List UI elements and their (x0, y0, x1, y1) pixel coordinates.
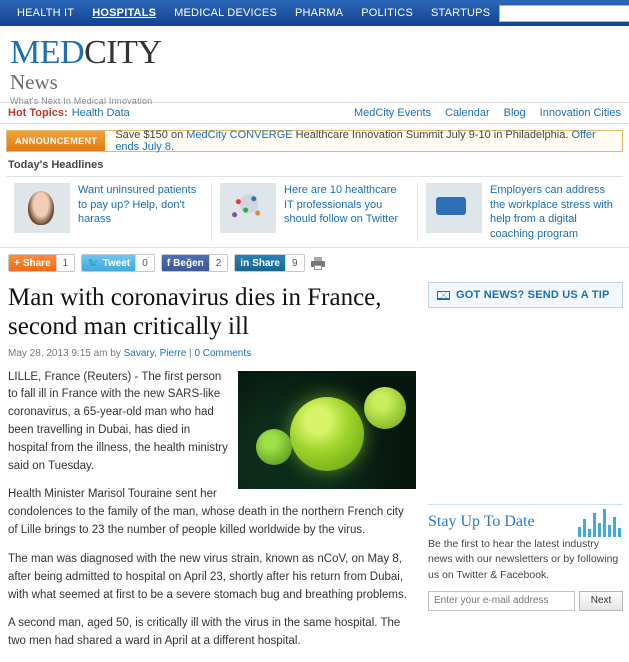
next-button[interactable]: Next (579, 591, 623, 611)
secondary-links (354, 107, 621, 119)
byline-by: by (110, 347, 121, 359)
logo-city: CITY (84, 34, 162, 71)
signup-form (428, 591, 623, 611)
headline-thumbnail-network (220, 183, 276, 233)
envelope-icon (437, 291, 450, 300)
article-paragraph-1: LILLE, France (Reuters) - The first person to fall ill in France with the new SARS-like coronavirus, a 65-year-old man who had been travelling in Dubai, has died in hospital from the illness, the health ministry said on Tuesday. (8, 370, 228, 472)
hot-topics-label: Hot Topics: (8, 107, 68, 119)
link-innovation-cities[interactable]: Innovation Cities (539, 107, 621, 119)
got-news-tip-box[interactable] (428, 282, 623, 308)
tweet-count: 0 (135, 255, 154, 271)
announcement-offer-ends: Offer ends July 8. (115, 129, 596, 153)
virus-particle-small-left (256, 429, 292, 465)
printer-icon[interactable] (311, 257, 325, 270)
tweet-button[interactable] (81, 254, 155, 272)
logo-news: News (10, 70, 58, 94)
linkedin-label-text: Share (252, 257, 280, 269)
facebook-like-button[interactable] (161, 254, 228, 272)
facebook-button-label[interactable] (162, 255, 209, 271)
nav-item-health-it[interactable]: HEALTH IT (17, 7, 75, 19)
site-logo[interactable] (10, 36, 619, 70)
byline-date: May 28, 2013 9:15 am (8, 347, 108, 359)
nav-item-medical-devices[interactable]: MEDICAL DEVICES (174, 7, 277, 19)
byline-separator: | (189, 347, 192, 359)
todays-headlines-section (0, 152, 629, 241)
logo-med: MED (10, 34, 85, 71)
share-plus-icon: + (14, 257, 20, 269)
masthead (0, 26, 629, 107)
linkedin-share-button[interactable] (234, 254, 304, 272)
facebook-count: 2 (209, 255, 228, 271)
headline-item-2[interactable] (211, 183, 417, 241)
byline-author[interactable]: Savary, Pierre (123, 347, 187, 359)
headline-thumbnail-face (14, 183, 70, 233)
headlines-list (6, 176, 623, 241)
newsletter-signup (428, 504, 623, 611)
article-byline (8, 348, 416, 359)
facebook-label-text: Beğen (173, 257, 204, 269)
announcement-text-after: Healthcare Innovation Summit July 9-10 in Philadelphia. (292, 129, 572, 141)
announcement-tag: ANNOUNCEMENT (7, 131, 105, 151)
virus-particle-main (290, 397, 364, 471)
top-navigation (0, 0, 629, 26)
link-medcity-events[interactable]: MedCity Events (353, 107, 431, 119)
share-button-label[interactable] (9, 255, 56, 271)
announcement-text-before: Save $150 on (115, 129, 187, 141)
article-column (6, 278, 424, 662)
headline-text-3[interactable]: Employers can address the workplace stress with help from a digital coaching program (490, 184, 613, 240)
got-news-label: GOT NEWS? SEND US A TIP (456, 289, 610, 302)
sidebar (424, 278, 623, 662)
signup-title: Stay Up To Date (428, 513, 535, 531)
printer-top (314, 257, 322, 261)
search-input[interactable] (499, 5, 629, 22)
tweet-button-label[interactable] (82, 255, 135, 271)
link-calendar[interactable]: Calendar (445, 107, 490, 119)
main-content (0, 278, 629, 662)
headline-item-1[interactable] (6, 183, 211, 241)
site-tagline: What's Next In Medical Innovation (10, 96, 153, 107)
page-title: Man with coronavirus dies in France, second man critically ill (8, 284, 382, 340)
equalizer-icon (578, 507, 621, 537)
share-label-text: Share (22, 257, 51, 269)
facebook-f-icon: f (166, 257, 171, 269)
headline-text-1[interactable]: Want uninsured patients to pay up? Help, don't harass (78, 184, 197, 226)
hot-topic-health-data[interactable]: Health Data (71, 107, 130, 119)
linkedin-button-label[interactable] (235, 255, 285, 271)
article-paragraph-2: Health Minister Marisol Touraine sent her condolences to the family of the man, whose death in the northern French city of Lille brings to 23 the number of people killed worldwide by the virus. (8, 488, 404, 537)
linkedin-count: 9 (285, 255, 304, 271)
tweet-label-text: Tweet (102, 257, 131, 269)
virus-particle-small-top (364, 387, 406, 429)
announcement-link[interactable]: MedCity CONVERGE (186, 129, 293, 141)
article-paragraph-4: A second man, aged 50, is critically ill with the virus in the same hospital. The two men had shared a ward in April at a different hospital. (8, 617, 401, 648)
nav-item-startups[interactable]: STARTUPS (431, 7, 491, 19)
announcement-banner (6, 130, 623, 152)
article-paragraph-3: The man was diagnosed with the new virus strain, known as nCoV, on May 8, after being admitted to hospital on April 23, shortly after his return from Dubai, with what seemed at first to be a severe stomach bug and breathing problems. (8, 552, 407, 601)
twitter-bird-icon: 🐦 (87, 257, 100, 269)
nav-item-politics[interactable]: POLITICS (361, 7, 413, 19)
linkedin-in-icon: in (240, 257, 250, 269)
headline-item-3[interactable] (417, 183, 623, 241)
nav-item-hospitals[interactable]: HOSPITALS (92, 7, 157, 19)
announcement-text (105, 129, 622, 153)
headline-text-2[interactable]: Here are 10 healthcare IT professionals you should follow on Twitter (284, 184, 399, 226)
headline-thumbnail-hand (426, 183, 482, 233)
nav-item-pharma[interactable]: PHARMA (295, 7, 344, 19)
signup-description: Be the first to hear the latest industry news with our newsletters or by following us on Twitter & Facebook. (428, 538, 619, 581)
link-blog[interactable]: Blog (503, 107, 526, 119)
share-count: 1 (56, 255, 75, 271)
article-image-coronavirus (238, 371, 416, 489)
headlines-title: Today's Headlines (8, 159, 104, 171)
share-button[interactable] (8, 254, 75, 272)
byline-comments[interactable]: 0 Comments (194, 347, 252, 359)
share-bar (0, 247, 629, 278)
email-field[interactable] (428, 591, 575, 611)
printer-output (314, 265, 322, 270)
